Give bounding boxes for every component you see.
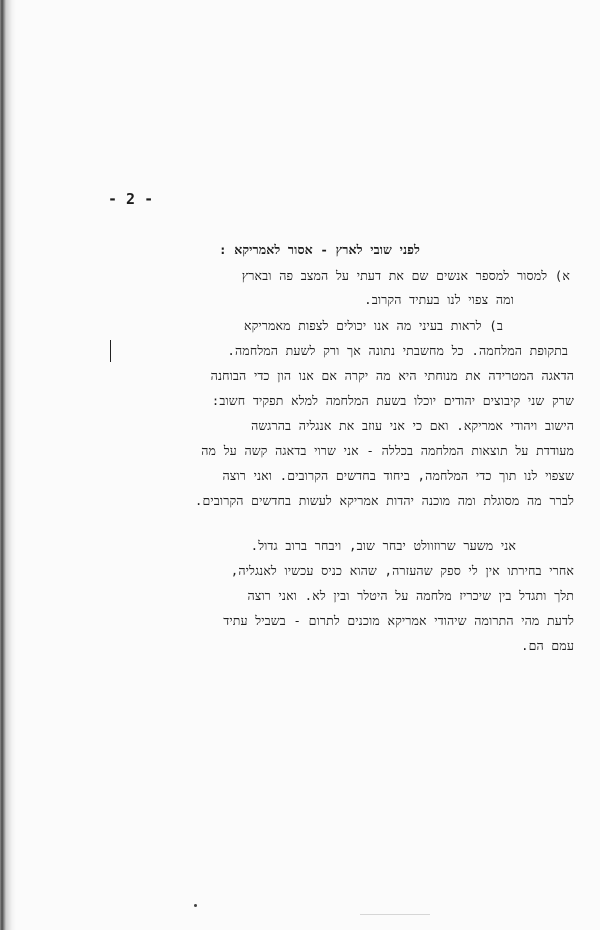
ink-speck bbox=[194, 904, 197, 907]
margin-mark bbox=[110, 340, 111, 362]
paragraph-b-line-2: בתקופת המלחמה. כל מחשבתי נתונה אך ורק לשעת המלחמה. bbox=[227, 343, 568, 358]
paragraph-b-line-1: ב) לראות בעיני מה אנו יכולים לצפות מאמריקא bbox=[243, 318, 503, 333]
paragraph-a-line-1: א) למסור למספר אנשים שם את דעתי על המצב פה ובארץ bbox=[241, 268, 570, 283]
section-heading: לפני שובי לארץ - אסור לאמריקא : bbox=[218, 242, 420, 257]
paragraph-b-line-3: הדאגה המטרידה את מנוחתי היא מה יקרה אם אנו הון כדי הבוחנה bbox=[210, 368, 574, 383]
paragraph-b-line-4: שרק שני קיבוצים יהודים יוכלו בשעת המלחמה למלא תפקיד חשוב: bbox=[211, 393, 574, 408]
scan-artifact bbox=[360, 914, 430, 915]
paragraph-c-line-3: תלך ותגדל בין שיכריז מלחמה על היטלר ובין לא. ואני רוצה bbox=[247, 588, 574, 603]
paragraph-c-line-4: לדעת מהי התרומה שיהודי אמריקא מוכנים לתרום - בשביל עתיד bbox=[223, 613, 574, 628]
page-number: - 2 - bbox=[108, 190, 154, 208]
paragraph-c-line-5: עמם הם. bbox=[520, 638, 574, 653]
paragraph-b-line-5: הישוב ויהודי אמריקא. ואם כי אני עוזב את אנגליה בהרגשה bbox=[251, 418, 574, 433]
paragraph-c-line-2: אחרי בחירתו אין לי ספק שהעזרה, שהוא כניס עכשיו לאנגליה, bbox=[230, 563, 574, 578]
paragraph-a-line-2: ומה צפוי לנו בעתיד הקרוב. bbox=[364, 292, 514, 307]
paragraph-b-line-8: לברר מה מסוגלת ומה מוכנה יהדות אמריקא לעשות בחדשים הקרובים. bbox=[194, 493, 574, 508]
paragraph-b-line-6: מעודדת על תוצאות המלחמה בכללה - אני שרוי בדאגה קשה על מה bbox=[201, 443, 574, 458]
paragraph-b-line-7: שצפוי לנו תוך כדי המלחמה, ביחוד בחדשים הקרובים. ואני רוצה bbox=[222, 468, 574, 483]
scan-left-edge bbox=[0, 0, 16, 930]
paragraph-c-line-1: אני משער שרוזוולט יבחר שוב, ויבחר ברוב גדול. bbox=[250, 538, 516, 553]
